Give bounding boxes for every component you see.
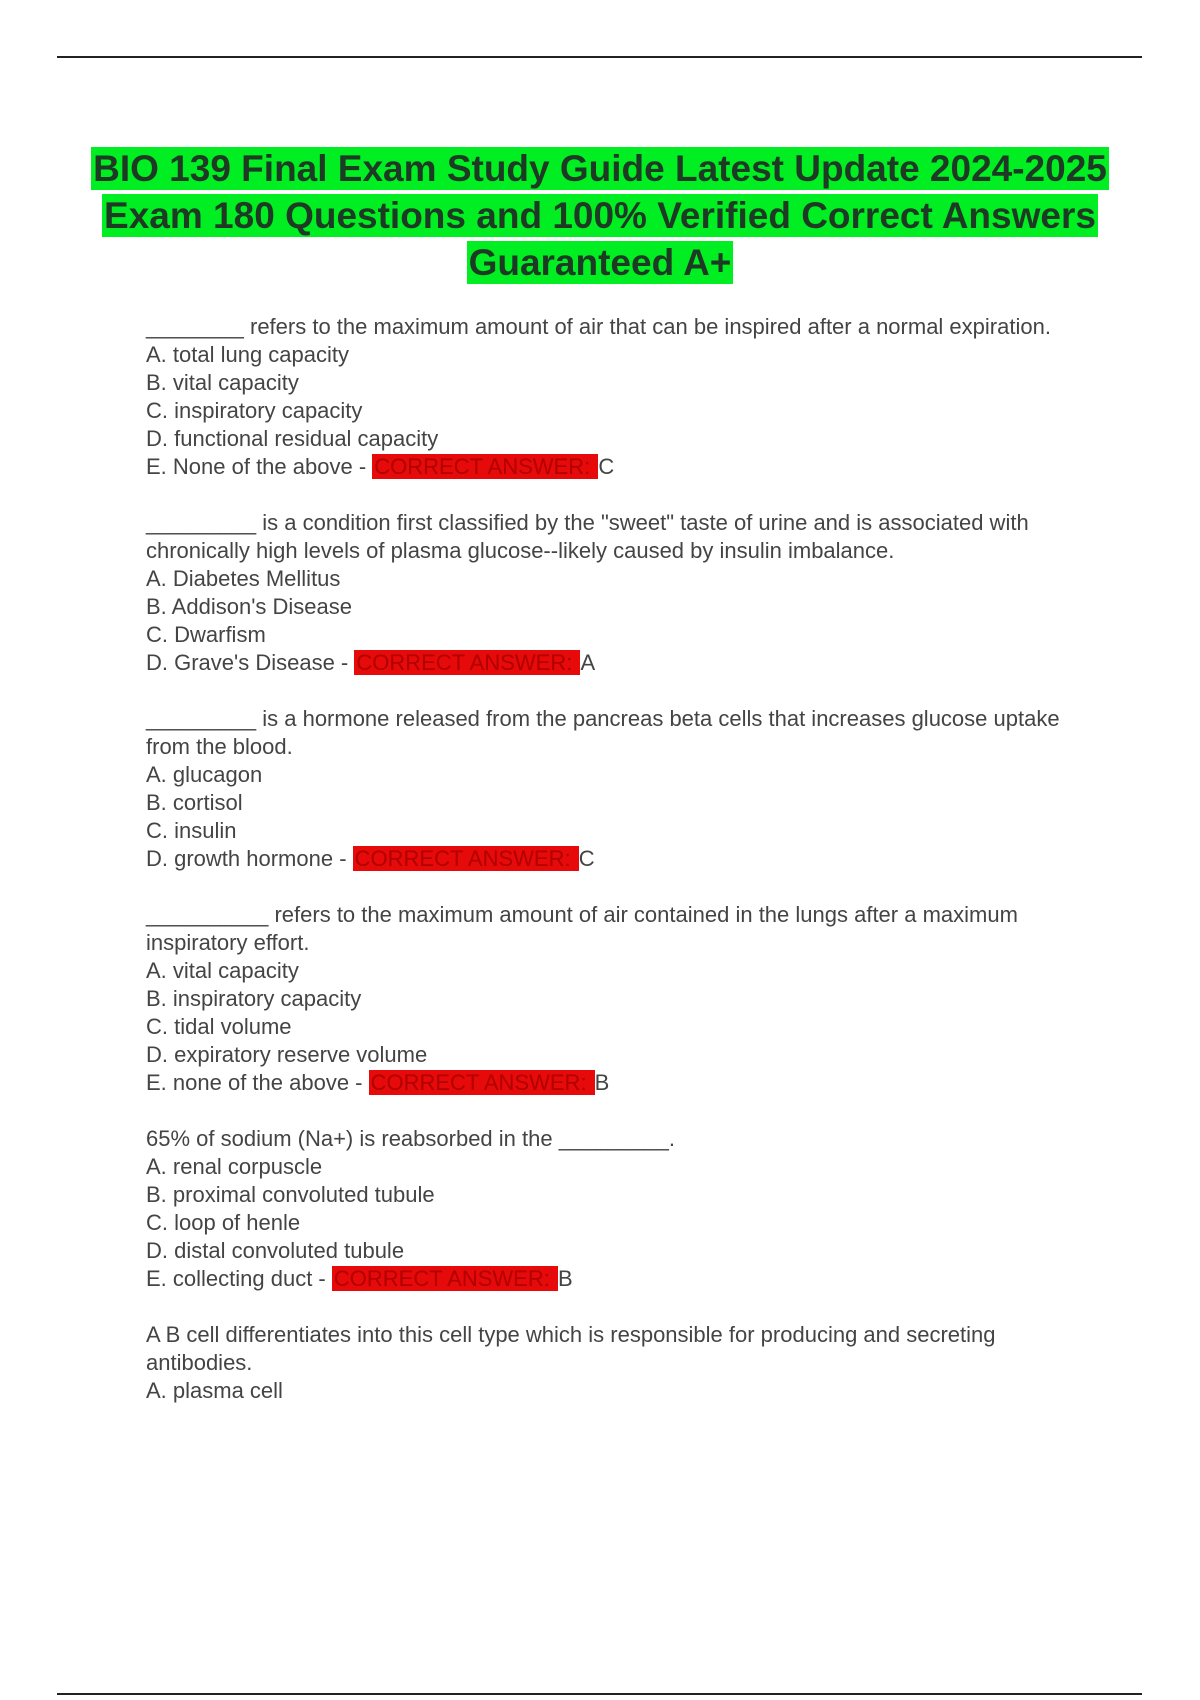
question-text: ________ refers to the maximum amount of air that can be inspired after a normal expiration.	[146, 314, 1051, 339]
answer-option-text: D. growth hormone -	[146, 846, 353, 871]
answer-option: C. loop of henle	[146, 1210, 301, 1235]
question-text: __________ refers to the maximum amount of air contained in the lungs after a maximum inspiratory effort.	[146, 902, 1018, 955]
answer-option-text: E. None of the above -	[146, 454, 373, 479]
answer-option-last	[146, 845, 1096, 873]
question-text: 65% of sodium (Na+) is reabsorbed in the _________.	[146, 1126, 675, 1151]
answer-option-last	[146, 1265, 1096, 1293]
answer-option: B. vital capacity	[146, 370, 299, 395]
answer-option: B. cortisol	[146, 790, 243, 815]
question-item	[146, 901, 1096, 1097]
answer-option: C. Dwarfism	[146, 622, 266, 647]
answer-option: D. functional residual capacity	[146, 426, 439, 451]
question-text: _________ is a hormone released from the pancreas beta cells that increases glucose uptake from the blood.	[146, 706, 1060, 759]
answer-option-last	[146, 453, 1096, 481]
answer-option: A. glucagon	[146, 762, 263, 787]
answer-option: A. plasma cell	[146, 1378, 283, 1403]
correct-answer-label: CORRECT ANSWER:	[356, 650, 579, 675]
correct-answer-value: A	[580, 650, 596, 675]
answer-option-last	[146, 1069, 1096, 1097]
answer-option: B. proximal convoluted tubule	[146, 1182, 435, 1207]
correct-answer-label: CORRECT ANSWER:	[333, 1266, 556, 1291]
answer-option: D. expiratory reserve volume	[146, 1042, 428, 1067]
top-rule	[57, 56, 1142, 58]
correct-answer-value: B	[557, 1266, 573, 1291]
question-item	[146, 1125, 1096, 1293]
correct-answer-label: CORRECT ANSWER:	[354, 846, 577, 871]
answer-option-last	[146, 649, 1096, 677]
correct-answer-label: CORRECT ANSWER:	[374, 454, 597, 479]
bottom-rule	[57, 1693, 1142, 1695]
question-item	[146, 1321, 1096, 1405]
answer-option: A. Diabetes Mellitus	[146, 566, 341, 591]
correct-answer-label: CORRECT ANSWER:	[370, 1070, 593, 1095]
answer-option: B. inspiratory capacity	[146, 986, 362, 1011]
question-item	[146, 313, 1096, 481]
answer-option: A. vital capacity	[146, 958, 299, 983]
answer-option-text: E. collecting duct -	[146, 1266, 332, 1291]
title-block	[60, 145, 1140, 286]
answer-option-text: E. none of the above -	[146, 1070, 369, 1095]
question-text: A B cell differentiates into this cell type which is responsible for producing and secreting antibodies.	[146, 1322, 996, 1375]
question-list	[146, 313, 1096, 1433]
answer-option: A. renal corpuscle	[146, 1154, 323, 1179]
answer-option: C. insulin	[146, 818, 237, 843]
answer-option: C. inspiratory capacity	[146, 398, 363, 423]
answer-option-text: D. Grave's Disease -	[146, 650, 355, 675]
answer-option: D. distal convoluted tubule	[146, 1238, 405, 1263]
question-item	[146, 705, 1096, 873]
correct-answer-value: B	[594, 1070, 610, 1095]
answer-option: C. tidal volume	[146, 1014, 292, 1039]
correct-answer-value: C	[598, 454, 615, 479]
document-title: BIO 139 Final Exam Study Guide Latest Update 2024-2025 Exam 180 Questions and 100% Verified Correct Answers Guaranteed A+	[93, 148, 1107, 283]
answer-option: B. Addison's Disease	[146, 594, 352, 619]
question-item	[146, 509, 1096, 677]
correct-answer-value: C	[578, 846, 595, 871]
answer-option: A. total lung capacity	[146, 342, 350, 367]
question-text: _________ is a condition first classified by the "sweet" taste of urine and is associated with chronically high levels of plasma glucose--likely caused by insulin imbalance.	[146, 510, 1029, 563]
